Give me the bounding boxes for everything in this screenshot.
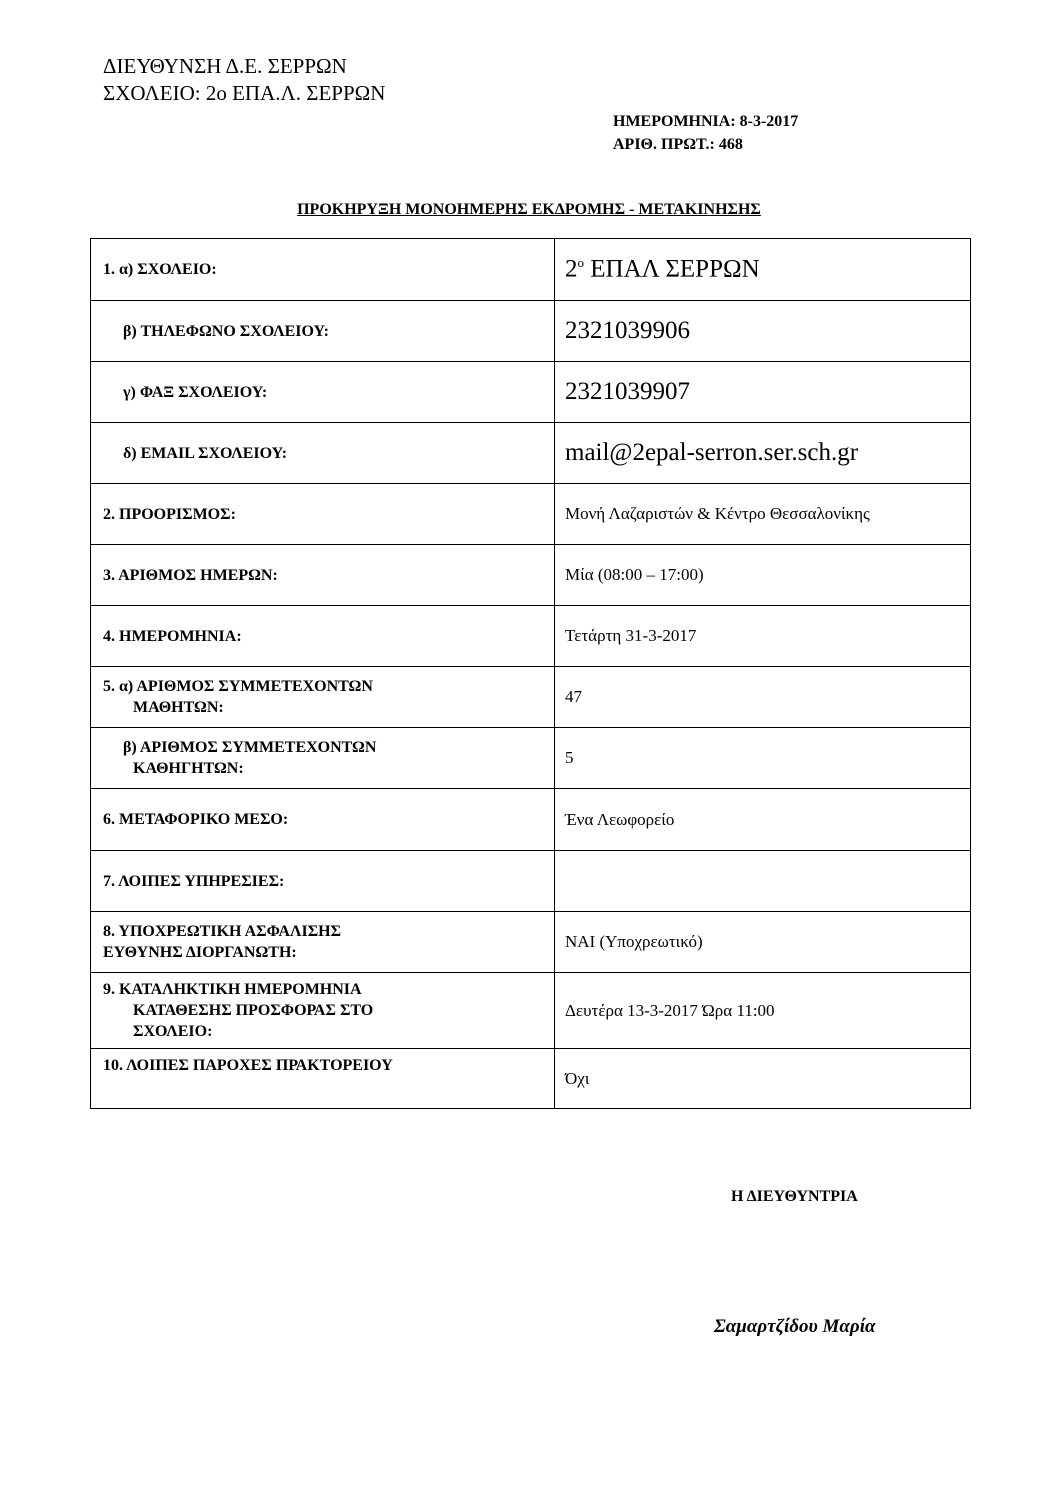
directorate-heading: ΔΙΕΥΘΥΝΣΗ Δ.Ε. ΣΕΡΡΩΝ (103, 54, 347, 78)
ordinal-suffix: ο (577, 255, 584, 271)
school-number: 2 (565, 255, 578, 283)
row-label-continued: ΣΧΟΛΕΙΟ: (133, 1023, 213, 1040)
table-row (91, 1049, 971, 1109)
transport-value: Ένα Λεωφορείο (555, 789, 971, 851)
email-value: mail@2epal-serron.ser.sch.gr (555, 423, 971, 484)
school-name-text: ΕΠΑΛ ΣΕΡΡΩΝ (584, 255, 760, 283)
table-row (91, 362, 971, 423)
row-label: 4. ΗΜΕΡΟΜΗΝΙΑ: (91, 606, 555, 667)
row-label-continued: ΕΥΘΥΝΗΣ ΔΙΟΡΓΑΝΩΤΗ: (103, 944, 297, 961)
days-value: Μία (08:00 – 17:00) (555, 545, 971, 606)
trip-date-value: Τετάρτη 31-3-2017 (555, 606, 971, 667)
table-row (91, 423, 971, 484)
school-heading: ΣΧΟΛΕΙΟ: 2ο ΕΠΑ.Λ. ΣΕΡΡΩΝ (103, 81, 386, 105)
table-row (91, 912, 971, 973)
table-row (91, 301, 971, 362)
signatory-title: Η ΔΙΕΥΘΥΝΤΡΙΑ (731, 1188, 858, 1205)
trip-details-table (90, 238, 971, 1109)
table-row (91, 728, 971, 789)
row-label: 9. ΚΑΤΑΛΗΚΤΙΚΗ ΗΜΕΡΟΜΗΝΙΑ (103, 981, 362, 998)
row-label: 6. ΜΕΤΑΦΟΡΙΚΟ ΜΕΣΟ: (91, 789, 555, 851)
table-row (91, 973, 971, 1049)
row-label: 2. ΠΡΟΟΡΙΣΜΟΣ: (91, 484, 555, 545)
protocol-number: ΑΡΙΘ. ΠΡΩΤ.: 468 (613, 136, 743, 153)
table-row (91, 789, 971, 851)
row-label: 1. α) ΣΧΟΛΕΙΟ: (91, 239, 555, 301)
table-row (91, 239, 971, 301)
table-row (91, 851, 971, 912)
row-label: 3. ΑΡΙΘΜΟΣ ΗΜΕΡΩΝ: (91, 545, 555, 606)
row-label: δ) EMAIL ΣΧΟΛΕΙΟΥ: (123, 444, 288, 462)
table-row (91, 606, 971, 667)
row-label: β) ΤΗΛΕΦΩΝΟ ΣΧΟΛΕΙΟΥ: (123, 322, 329, 340)
document-date: ΗΜΕΡΟΜΗΝΙΑ: 8-3-2017 (613, 113, 799, 130)
students-count-value: 47 (555, 667, 971, 728)
row-label: γ) ΦΑΞ ΣΧΟΛΕΙΟΥ: (123, 383, 268, 401)
fax-value: 2321039907 (555, 362, 971, 423)
deadline-value: Δευτέρα 13-3-2017 Ώρα 11:00 (555, 973, 971, 1049)
row-label: β) ΑΡΙΘΜΟΣ ΣΥΜΜΕΤΕΧΟΝΤΩΝ (123, 739, 377, 756)
table-row (91, 484, 971, 545)
row-label-continued: ΚΑΘΗΓΗΤΩΝ: (133, 760, 244, 777)
agency-extras-value: Όχι (555, 1049, 971, 1109)
row-label-continued: ΚΑΤΑΘΕΣΗΣ ΠΡΟΣΦΟΡΑΣ ΣΤΟ (133, 1002, 374, 1019)
row-label: 7. ΛΟΙΠΕΣ ΥΠΗΡΕΣΙΕΣ: (91, 851, 555, 912)
insurance-value: ΝΑΙ (Υποχρεωτικό) (555, 912, 971, 973)
row-label: 10. ΛΟΙΠΕΣ ΠΑΡΟΧΕΣ ΠΡΑΚΤΟΡΕΙΟΥ (91, 1049, 555, 1109)
row-label: 8. ΥΠΟΧΡΕΩΤΙΚΗ ΑΣΦΑΛΙΣΗΣ (103, 923, 342, 940)
destination-value: Μονή Λαζαριστών & Κέντρο Θεσσαλονίκης (555, 484, 971, 545)
other-services-value (555, 851, 971, 912)
phone-value: 2321039906 (555, 301, 971, 362)
table-row (91, 667, 971, 728)
teachers-count-value: 5 (555, 728, 971, 789)
document-title: ΠΡΟΚΗΡΥΞΗ ΜΟΝΟΗΜΕΡΗΣ ΕΚΔΡΟΜΗΣ - ΜΕΤΑΚΙΝΗΣΗΣ (297, 201, 761, 218)
table-row (91, 545, 971, 606)
signatory-name: Σαμαρτζίδου Μαρία (714, 1316, 876, 1337)
row-label-continued: ΜΑΘΗΤΩΝ: (133, 699, 224, 716)
school-name-value (555, 239, 971, 301)
row-label: 5. α) ΑΡΙΘΜΟΣ ΣΥΜΜΕΤΕΧΟΝΤΩΝ (103, 678, 373, 695)
